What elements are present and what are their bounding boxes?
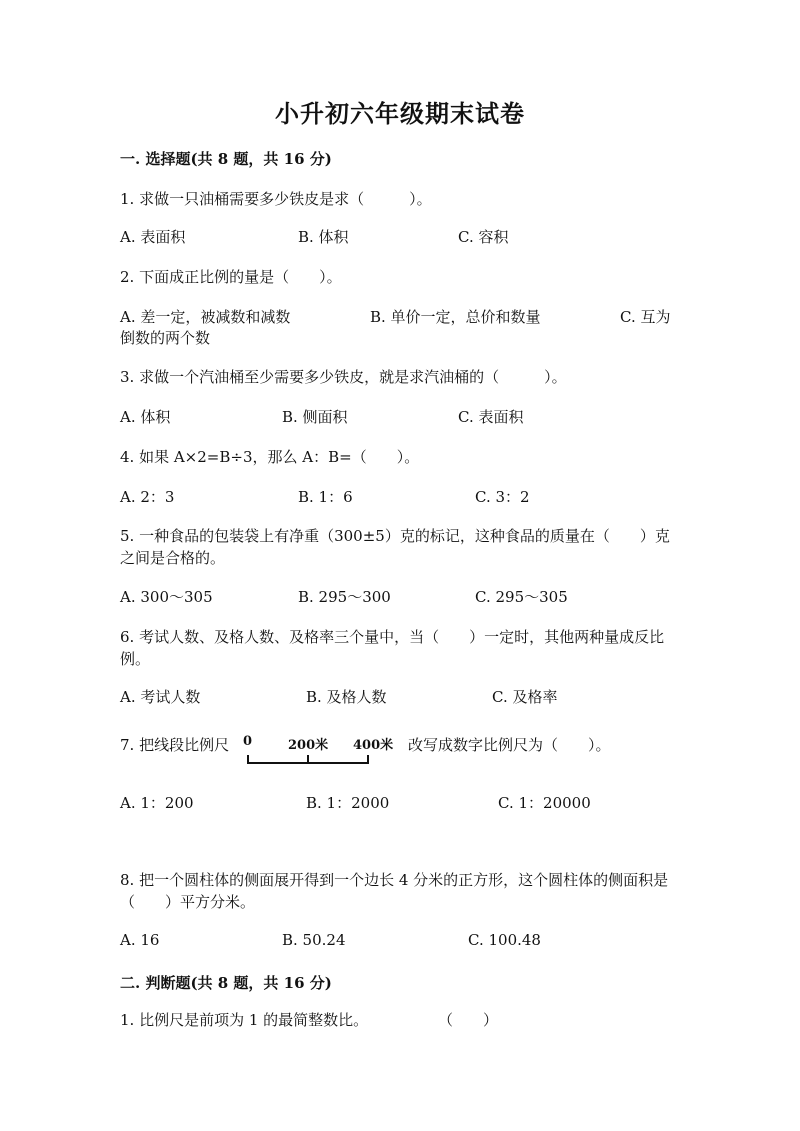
option-c: C. 100.48 bbox=[468, 931, 541, 949]
scale-bar bbox=[240, 734, 400, 768]
scale-label-400: 400米 bbox=[353, 738, 394, 753]
option-c: C. 3：2 bbox=[475, 488, 530, 506]
option-a: A. 16 bbox=[120, 931, 160, 949]
judgement-1-text: 1. 比例尺是前项为 1 的最简整数比。 bbox=[120, 1011, 369, 1029]
section-heading-choice: 一. 选择题(共 8 题，共 16 分) bbox=[120, 150, 332, 168]
scale-tick-middle bbox=[307, 755, 309, 764]
question-4: 4. 如果 A×2=B÷3，那么 A：B=（ ）。 bbox=[120, 448, 420, 466]
option-a: A. 考试人数 bbox=[120, 688, 201, 706]
question-7-text-after: 改写成数字比例尺为（ ）。 bbox=[408, 736, 611, 754]
option-b: B. 体积 bbox=[298, 228, 349, 246]
question-6: 6. 考试人数、及格人数、及格率三个量中，当（ ）一定时，其他两种量成反比例。 bbox=[120, 628, 665, 668]
option-a: A. 1：200 bbox=[120, 794, 194, 812]
option-b: B. 50.24 bbox=[282, 931, 346, 949]
option-c-continuation: 倒数的两个数 bbox=[120, 329, 211, 347]
question-5: 5. 一种食品的包装袋上有净重（300±5）克的标记，这种食品的质量在（ ）克之间是合格的。 bbox=[120, 527, 670, 567]
scale-tick-start bbox=[247, 755, 249, 764]
option-b: B. 1：6 bbox=[298, 488, 353, 506]
option-b: B. 单价一定，总价和数量 bbox=[370, 308, 541, 326]
option-b: B. 1：2000 bbox=[306, 794, 390, 812]
section-heading-judgement: 二. 判断题(共 8 题，共 16 分) bbox=[120, 974, 332, 992]
option-c: C. 表面积 bbox=[458, 408, 524, 426]
option-c: C. 1：20000 bbox=[498, 794, 591, 812]
question-1: 1. 求做一只油桶需要多少铁皮是求（ ）。 bbox=[120, 190, 432, 208]
question-2: 2. 下面成正比例的量是（ ）。 bbox=[120, 268, 342, 286]
option-a: A. 300～305 bbox=[120, 588, 213, 606]
option-a: A. 差一定，被减数和减数 bbox=[120, 308, 291, 326]
option-c: C. 互为 bbox=[620, 308, 671, 326]
question-3: 3. 求做一个汽油桶至少需要多少铁皮，就是求汽油桶的（ ）。 bbox=[120, 368, 567, 386]
judgement-1 bbox=[120, 1009, 680, 1031]
answer-bracket: （ ） bbox=[438, 1011, 499, 1029]
option-a: A. 2：3 bbox=[120, 488, 175, 506]
option-a: A. 表面积 bbox=[120, 228, 186, 246]
scale-label-0: 0 bbox=[243, 734, 253, 749]
option-b: B. 及格人数 bbox=[306, 688, 387, 706]
option-c: C. 295～305 bbox=[475, 588, 568, 606]
question-8: 8. 把一个圆柱体的侧面展开得到一个边长 4 分米的正方形，这个圆柱体的侧面积是（ ）平方分米。 bbox=[120, 871, 669, 911]
scale-tick-end bbox=[367, 755, 369, 764]
option-c: C. 及格率 bbox=[492, 688, 558, 706]
option-b: B. 侧面积 bbox=[282, 408, 348, 426]
option-a: A. 体积 bbox=[120, 408, 171, 426]
scale-label-200: 200米 bbox=[288, 738, 329, 753]
option-c: C. 容积 bbox=[458, 228, 509, 246]
page-title: 小升初六年级期末试卷 bbox=[275, 99, 525, 128]
option-b: B. 295～300 bbox=[298, 588, 391, 606]
question-7-text-before: 7. 把线段比例尺 bbox=[120, 736, 230, 754]
